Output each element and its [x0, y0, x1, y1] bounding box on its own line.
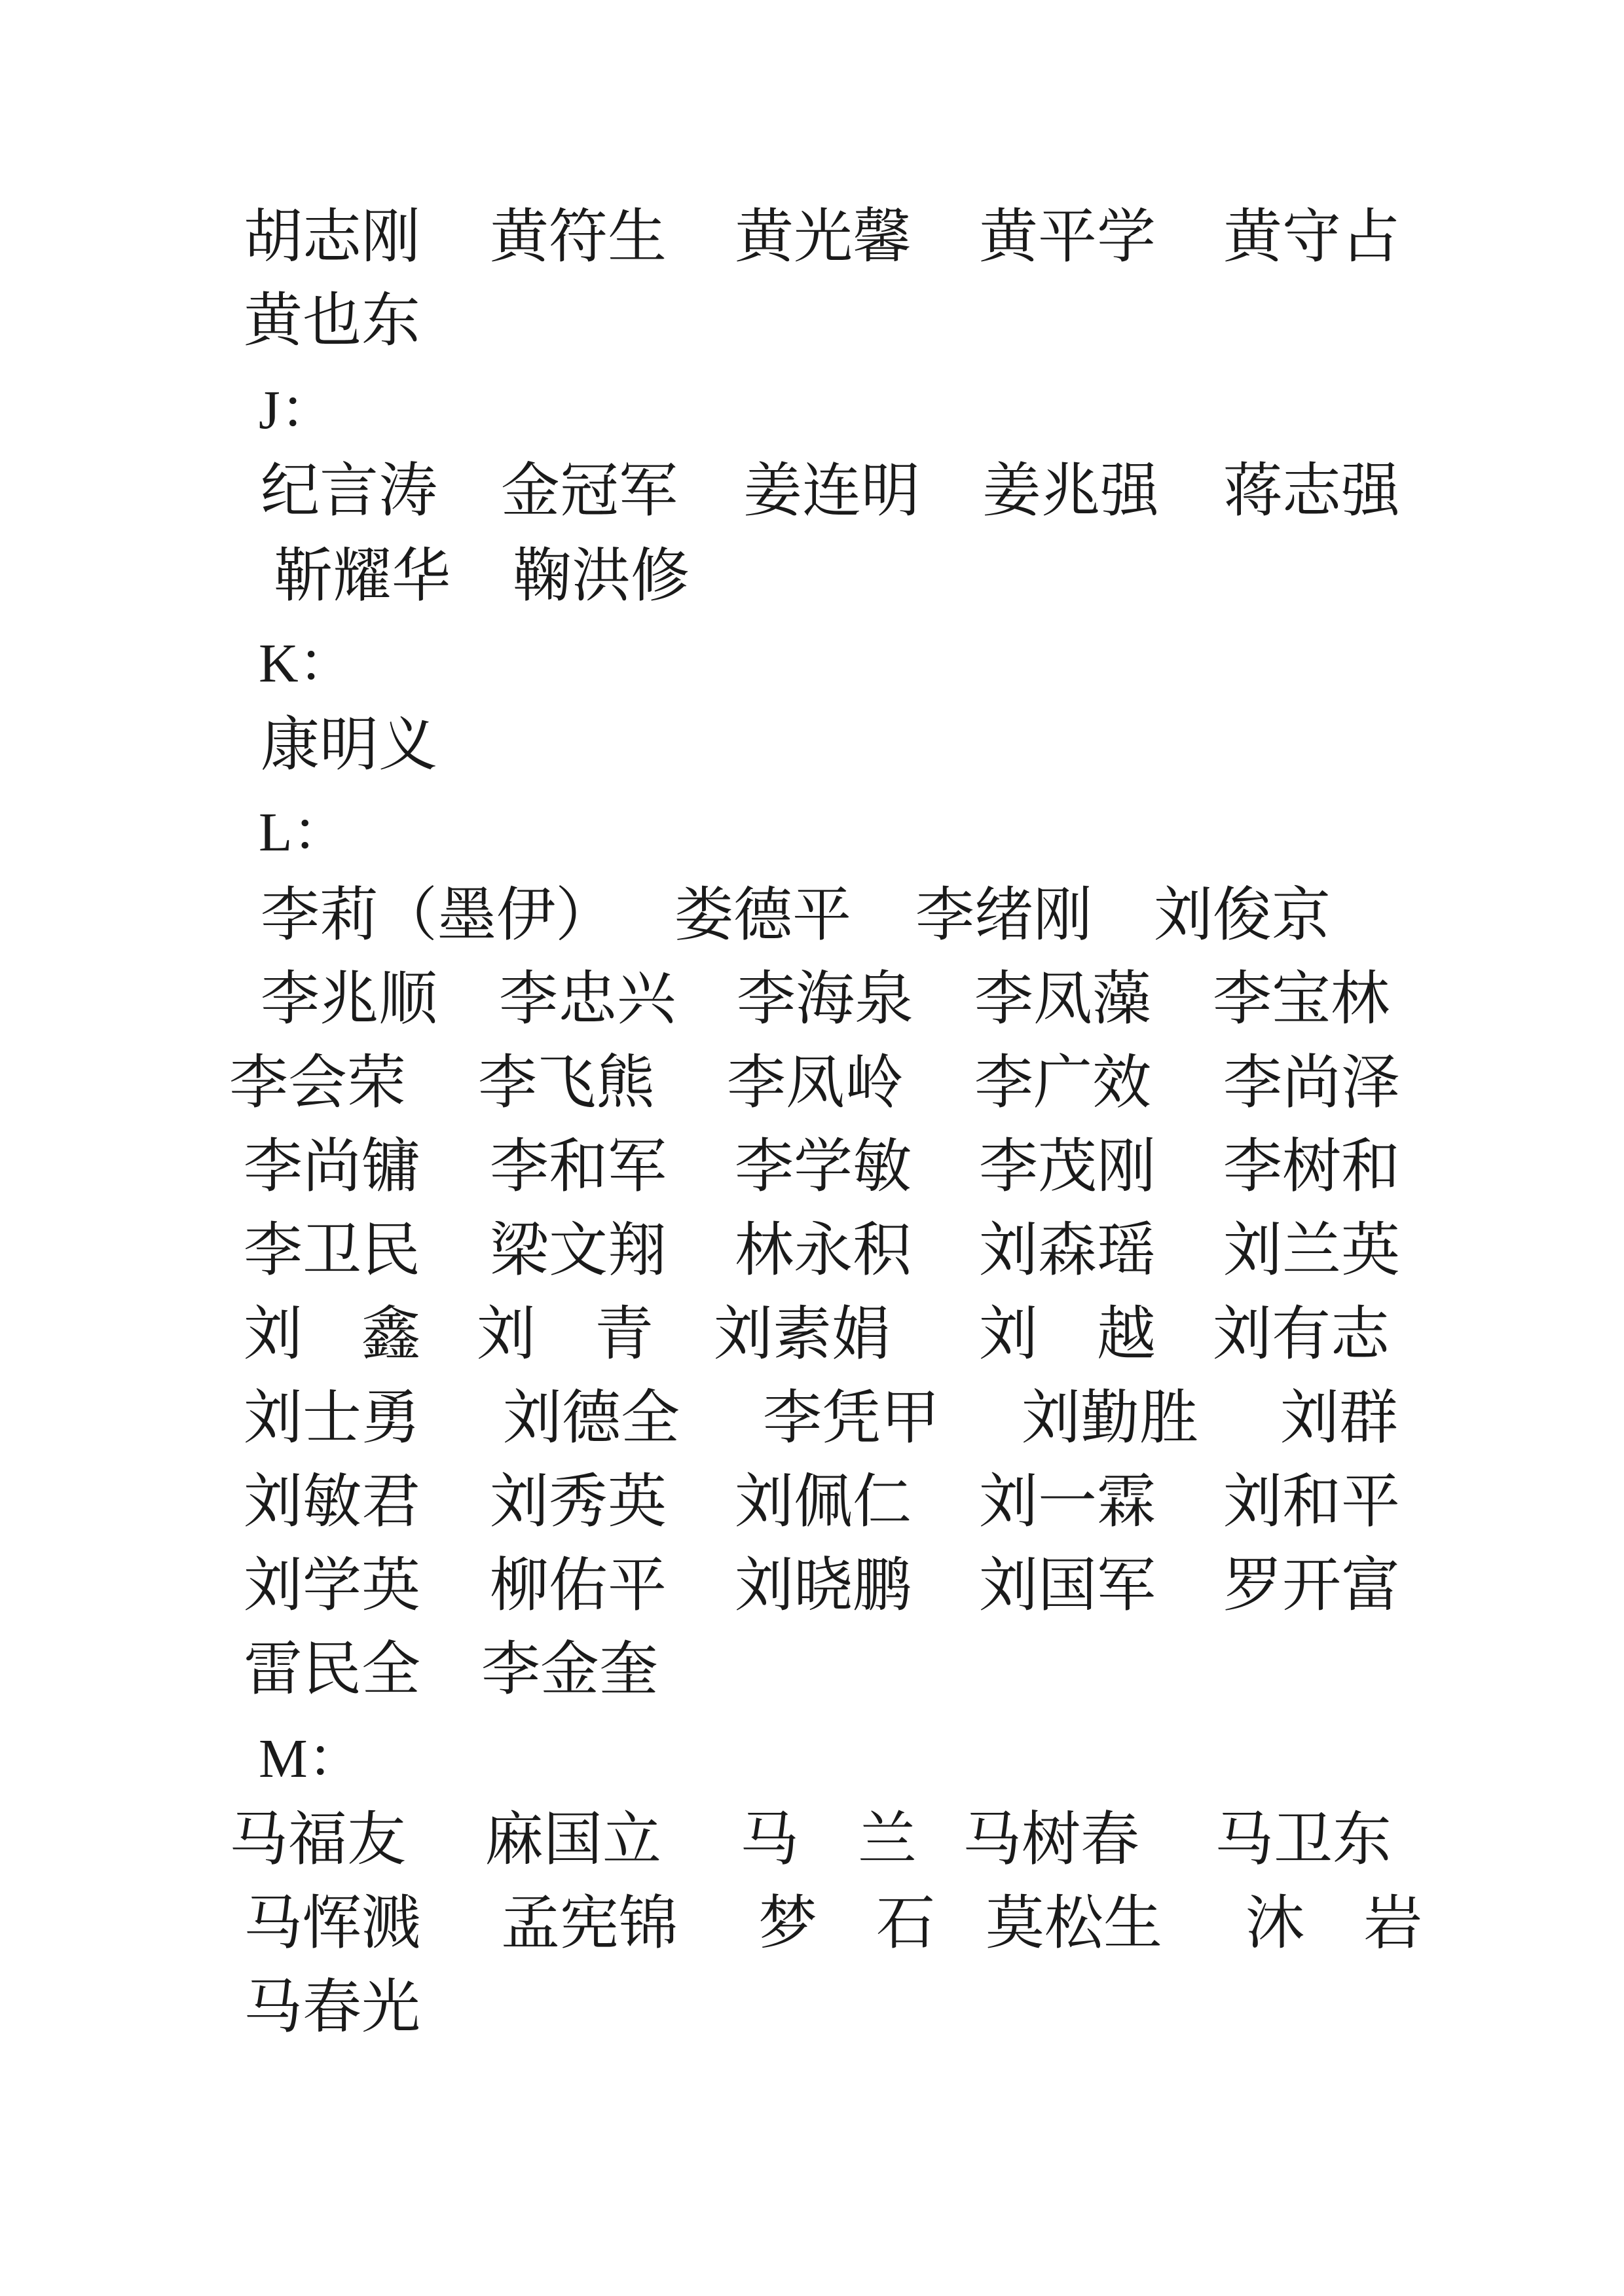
- name-row: [0, 960, 1624, 1038]
- name: 李卫民: [244, 1216, 420, 1285]
- name: 胡志刚: [244, 202, 420, 271]
- name: 罗开富: [1223, 1551, 1400, 1620]
- name: 刘国军: [979, 1551, 1156, 1620]
- name: 柳佑平: [490, 1551, 667, 1620]
- name-row: [0, 1800, 1624, 1879]
- name: 刘士勇: [244, 1383, 420, 1452]
- name: 沐 岩: [1246, 1889, 1422, 1958]
- name: 黄也东: [244, 286, 420, 355]
- name-row: [0, 1884, 1624, 1963]
- name: 刘秀英: [490, 1467, 667, 1536]
- name: 黄符生: [490, 202, 667, 271]
- name: 李尚泽: [1223, 1048, 1400, 1117]
- section-letter: J：: [259, 380, 335, 441]
- name: 李飞熊: [478, 1048, 655, 1117]
- name: 雷民全: [244, 1635, 420, 1704]
- name: 刘晓鹏: [735, 1551, 912, 1620]
- section-letter: K：: [259, 633, 354, 694]
- name: 梦 石: [758, 1889, 935, 1958]
- name-row: [0, 1211, 1624, 1290]
- name-row: [0, 706, 1624, 784]
- section-heading-m: [0, 1720, 1624, 1798]
- name-row: [0, 198, 1624, 276]
- name: 李树和: [1223, 1132, 1400, 1201]
- name: 马恽溅: [244, 1889, 420, 1958]
- name-row: [0, 452, 1624, 530]
- name: 刘森瑶: [979, 1216, 1156, 1285]
- name: 娄德平: [674, 881, 851, 949]
- name: 马春光: [244, 1973, 420, 2041]
- name: 李学敏: [735, 1132, 912, 1201]
- name: 姜兆强: [982, 456, 1159, 525]
- name: 刘群: [1280, 1383, 1398, 1452]
- name-row: [0, 1968, 1624, 2047]
- name-row: [0, 1379, 1624, 1457]
- name: 李莉（墨伊）: [261, 881, 614, 949]
- name-row: [0, 876, 1624, 955]
- name-row: [0, 537, 1624, 615]
- name: 李凤藻: [974, 964, 1151, 1033]
- name-row: [0, 1295, 1624, 1374]
- name: 李宝林: [1213, 964, 1390, 1033]
- name: 刘和平: [1223, 1467, 1400, 1536]
- section-heading-k: [0, 625, 1624, 703]
- name: 莫松生: [986, 1889, 1162, 1958]
- name-row: [0, 1044, 1624, 1122]
- name: 马福友: [229, 1805, 406, 1874]
- section-heading-l: [0, 793, 1624, 872]
- name-row: [0, 1127, 1624, 1206]
- name: 靳耀华: [274, 541, 451, 610]
- name: 李金奎: [481, 1635, 658, 1704]
- name: 李广效: [974, 1048, 1151, 1117]
- section-letter: L：: [259, 802, 348, 863]
- name: 李海泉: [737, 964, 913, 1033]
- name: 林永积: [735, 1216, 912, 1285]
- section-letter: M：: [259, 1728, 363, 1789]
- name: 鞠洪修: [513, 541, 690, 610]
- name: 刘佩仁: [735, 1467, 912, 1536]
- name: 刘素娟: [714, 1300, 891, 1368]
- name: 黄平学: [979, 202, 1156, 271]
- name: 刘勤胜: [1022, 1383, 1198, 1452]
- name: 刘俊京: [1154, 881, 1331, 949]
- name: 李忠兴: [499, 964, 676, 1033]
- name: 李兆顺: [261, 964, 437, 1033]
- name: 李绪刚: [915, 881, 1092, 949]
- name: 纪言涛: [261, 456, 437, 525]
- name: 李茂刚: [979, 1132, 1156, 1201]
- name: 马 兰: [740, 1805, 917, 1874]
- name: 李和军: [490, 1132, 667, 1201]
- name: 刘德全: [503, 1383, 680, 1452]
- name: 李会荣: [229, 1048, 406, 1117]
- name: 孟宪锦: [501, 1889, 678, 1958]
- name: 梁文翔: [490, 1216, 667, 1285]
- name: 康明义: [261, 710, 437, 779]
- name: 刘一霖: [979, 1467, 1156, 1536]
- name: 刘 青: [477, 1300, 654, 1368]
- name-row: [0, 282, 1624, 360]
- name-row: [0, 1630, 1624, 1709]
- name: 刘敏君: [244, 1467, 420, 1536]
- section-heading-j: [0, 371, 1624, 450]
- name: 李凤岭: [727, 1048, 904, 1117]
- name: 刘兰英: [1223, 1216, 1400, 1285]
- name: 李尚镛: [244, 1132, 420, 1201]
- name: 马卫东: [1215, 1805, 1392, 1874]
- name: 刘有志: [1213, 1300, 1390, 1368]
- name-row: [0, 1546, 1624, 1625]
- name: 李凭甲: [763, 1383, 940, 1452]
- name: 姜连明: [743, 456, 920, 525]
- name: 蒋志强: [1223, 456, 1400, 525]
- name: 马树春: [963, 1805, 1139, 1874]
- name: 刘 鑫: [244, 1300, 420, 1368]
- name: 黄光馨: [735, 202, 912, 271]
- name: 黄守占: [1223, 202, 1400, 271]
- name: 刘学英: [244, 1551, 420, 1620]
- name: 刘 越: [979, 1300, 1156, 1368]
- name-row: [0, 1463, 1624, 1541]
- name: 麻国立: [485, 1805, 661, 1874]
- name: 金冠军: [501, 456, 678, 525]
